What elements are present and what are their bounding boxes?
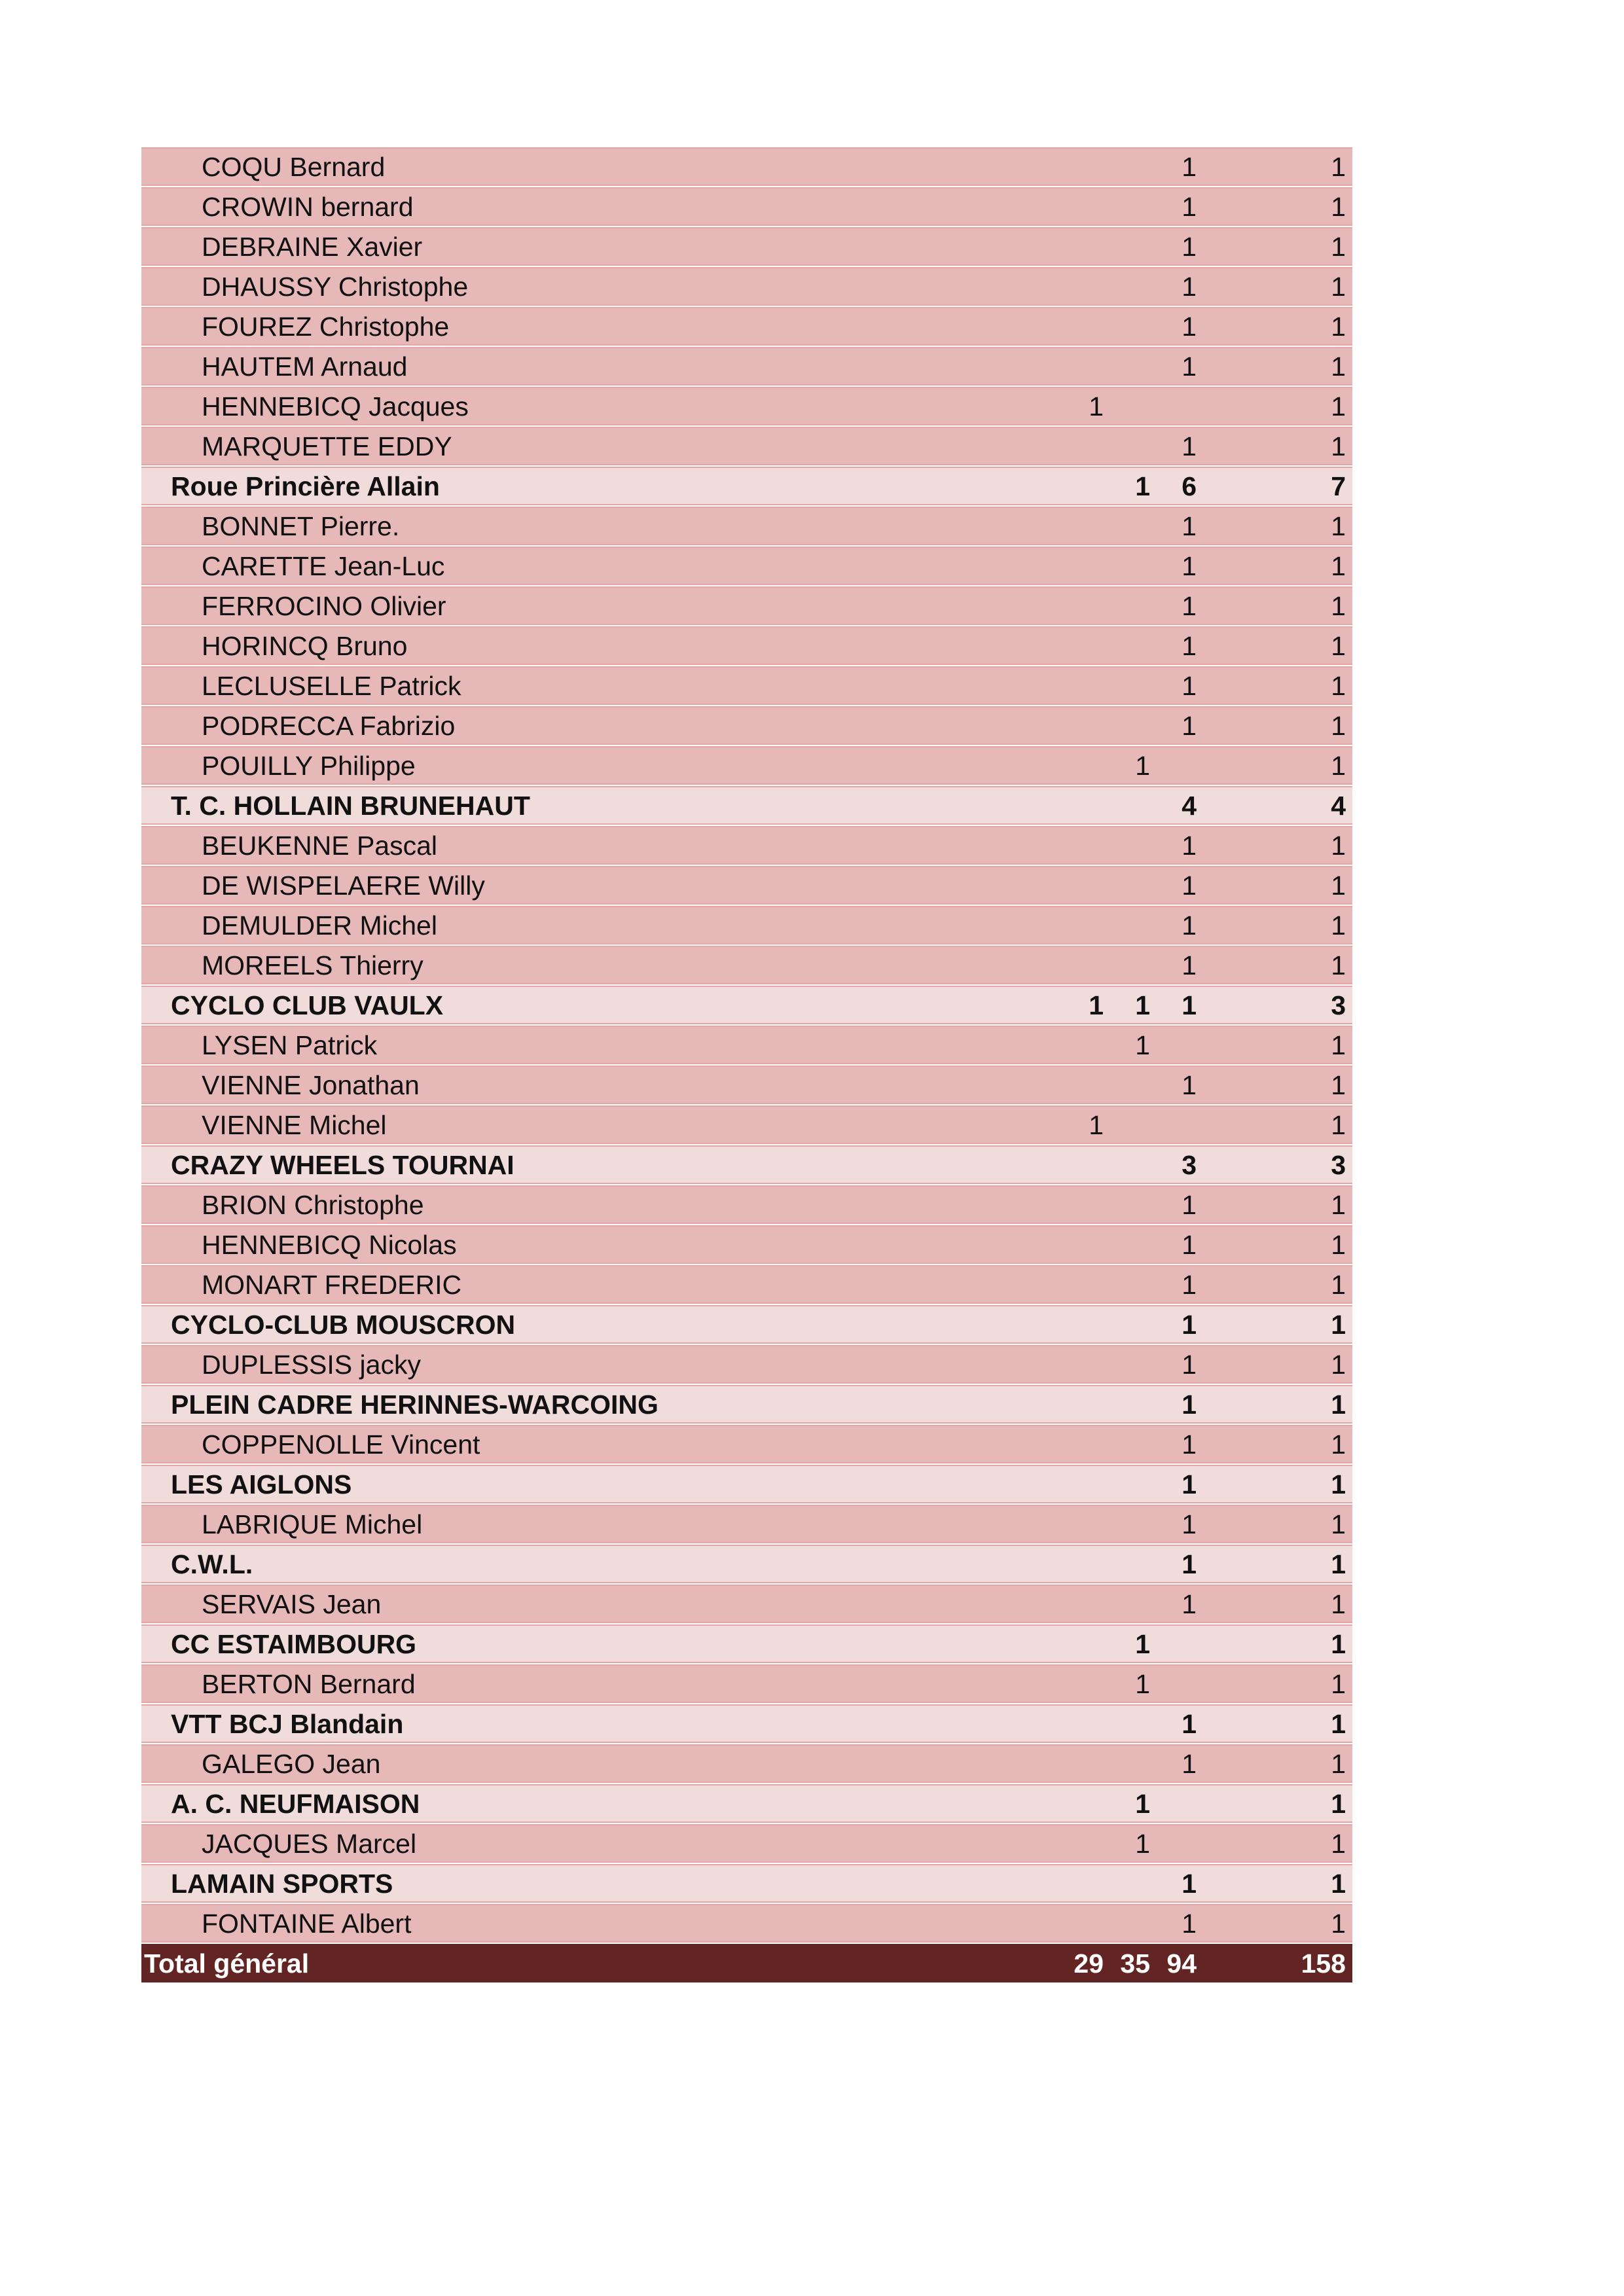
summary-table xyxy=(141,147,1352,1984)
count-col-2: 1 xyxy=(1135,1629,1150,1659)
count-col-2: 1 xyxy=(1135,751,1150,781)
count-col-3: 1 xyxy=(1182,1589,1197,1619)
club-name: LAMAIN SPORTS xyxy=(171,1869,393,1899)
member-name: COQU Bernard xyxy=(202,152,386,182)
count-col-3: 1 xyxy=(1182,551,1197,581)
count-col-2: 1 xyxy=(1135,1669,1150,1699)
count-col-3: 1 xyxy=(1182,1310,1197,1340)
member-row xyxy=(141,1585,1352,1623)
row-total: 1 xyxy=(1331,152,1346,182)
row-total: 1 xyxy=(1331,751,1346,781)
club-row xyxy=(141,1305,1352,1344)
club-name: CYCLO-CLUB MOUSCRON xyxy=(171,1310,516,1340)
member-name: DEBRAINE Xavier xyxy=(202,232,423,262)
member-row xyxy=(141,187,1352,226)
member-name: BRION Christophe xyxy=(202,1190,424,1220)
club-name: A. C. NEUFMAISON xyxy=(171,1789,420,1819)
member-name: MOREELS Thierry xyxy=(202,950,424,980)
row-total: 1 xyxy=(1331,1190,1346,1220)
row-total: 158 xyxy=(1301,1948,1346,1979)
count-col-3: 1 xyxy=(1182,1749,1197,1779)
row-total: 1 xyxy=(1331,1669,1346,1699)
row-total: 1 xyxy=(1331,1230,1346,1260)
count-col-3: 1 xyxy=(1182,711,1197,741)
count-col-2: 1 xyxy=(1135,1789,1150,1819)
row-total: 1 xyxy=(1331,511,1346,541)
club-name: VTT BCJ Blandain xyxy=(171,1709,404,1739)
count-col-3: 1 xyxy=(1182,870,1197,901)
count-col-3: 1 xyxy=(1182,351,1197,382)
member-row xyxy=(141,586,1352,625)
count-col-3: 1 xyxy=(1182,192,1197,222)
member-row xyxy=(141,826,1352,865)
member-name: FOUREZ Christophe xyxy=(202,312,450,342)
club-name: CC ESTAIMBOURG xyxy=(171,1629,417,1659)
row-total: 1 xyxy=(1331,1350,1346,1380)
count-col-3: 1 xyxy=(1182,1350,1197,1380)
member-name: POUILLY Philippe xyxy=(202,751,416,781)
row-total: 1 xyxy=(1331,1749,1346,1779)
row-total: 1 xyxy=(1331,671,1346,701)
count-col-2: 1 xyxy=(1135,1030,1150,1060)
club-row xyxy=(141,1624,1352,1663)
member-name: BEUKENNE Pascal xyxy=(202,831,438,861)
count-col-3: 1 xyxy=(1182,1509,1197,1539)
row-total: 1 xyxy=(1331,1070,1346,1100)
row-total: 1 xyxy=(1331,1629,1346,1659)
member-row xyxy=(141,507,1352,545)
count-col-3: 1 xyxy=(1182,1549,1197,1579)
row-total: 1 xyxy=(1331,1390,1346,1420)
row-total: 1 xyxy=(1331,1909,1346,1939)
member-row xyxy=(141,387,1352,425)
row-total: 1 xyxy=(1331,1709,1346,1739)
club-row xyxy=(141,1704,1352,1743)
count-col-3: 1 xyxy=(1182,1270,1197,1300)
member-row xyxy=(141,1904,1352,1943)
club-row xyxy=(141,786,1352,825)
row-total: 1 xyxy=(1331,1829,1346,1859)
count-col-3: 1 xyxy=(1182,431,1197,461)
count-col-3: 1 xyxy=(1182,511,1197,541)
count-col-2: 35 xyxy=(1120,1948,1150,1979)
row-total: 1 xyxy=(1331,711,1346,741)
count-col-3: 4 xyxy=(1182,791,1197,821)
club-name: CRAZY WHEELS TOURNAI xyxy=(171,1150,514,1180)
member-name: SERVAIS Jean xyxy=(202,1589,382,1619)
club-row xyxy=(141,1465,1352,1503)
member-name: PODRECCA Fabrizio xyxy=(202,711,456,741)
member-name: LYSEN Patrick xyxy=(202,1030,378,1060)
row-total: 1 xyxy=(1331,1270,1346,1300)
member-name: VIENNE Michel xyxy=(202,1110,387,1140)
member-row xyxy=(141,307,1352,346)
row-total: 1 xyxy=(1331,1429,1346,1460)
count-col-3: 1 xyxy=(1182,910,1197,941)
member-row xyxy=(141,1026,1352,1064)
club-name: LES AIGLONS xyxy=(171,1469,352,1499)
count-col-1: 29 xyxy=(1074,1948,1104,1979)
count-col-3: 1 xyxy=(1182,990,1197,1020)
row-total: 1 xyxy=(1331,910,1346,941)
member-name: VIENNE Jonathan xyxy=(202,1070,420,1100)
row-total: 7 xyxy=(1331,471,1346,501)
count-col-2: 1 xyxy=(1135,471,1150,501)
grand-total-row xyxy=(141,1944,1352,1982)
club-row xyxy=(141,1545,1352,1583)
row-total: 1 xyxy=(1331,551,1346,581)
count-col-3: 1 xyxy=(1182,1190,1197,1220)
row-total: 1 xyxy=(1331,272,1346,302)
member-row xyxy=(141,1744,1352,1783)
member-name: BONNET Pierre. xyxy=(202,511,400,541)
row-total: 1 xyxy=(1331,1469,1346,1499)
member-name: FERROCINO Olivier xyxy=(202,591,446,621)
member-row xyxy=(141,1345,1352,1384)
count-col-3: 1 xyxy=(1182,671,1197,701)
member-name: GALEGO Jean xyxy=(202,1749,381,1779)
club-row xyxy=(141,1385,1352,1424)
member-row xyxy=(141,147,1352,186)
count-col-3: 1 xyxy=(1182,950,1197,980)
member-name: HAUTEM Arnaud xyxy=(202,351,408,382)
row-total: 1 xyxy=(1331,1310,1346,1340)
row-total: 1 xyxy=(1331,1869,1346,1899)
member-row xyxy=(141,746,1352,785)
member-row xyxy=(141,1265,1352,1304)
member-row xyxy=(141,1066,1352,1104)
count-col-3: 1 xyxy=(1182,272,1197,302)
count-col-3: 1 xyxy=(1182,312,1197,342)
count-col-2: 1 xyxy=(1135,1829,1150,1859)
member-row xyxy=(141,626,1352,665)
member-row xyxy=(141,1505,1352,1543)
count-col-1: 1 xyxy=(1089,391,1104,422)
count-col-3: 1 xyxy=(1182,591,1197,621)
count-col-3: 1 xyxy=(1182,1429,1197,1460)
row-total: 1 xyxy=(1331,192,1346,222)
row-total: 1 xyxy=(1331,1789,1346,1819)
row-total: 1 xyxy=(1331,312,1346,342)
count-col-3: 1 xyxy=(1182,1230,1197,1260)
row-total: 1 xyxy=(1331,1549,1346,1579)
member-row xyxy=(141,866,1352,905)
member-row xyxy=(141,347,1352,386)
count-col-3: 3 xyxy=(1182,1150,1197,1180)
club-name: PLEIN CADRE HERINNES-WARCOING xyxy=(171,1390,659,1420)
member-name: HENNEBICQ Jacques xyxy=(202,391,469,422)
member-row xyxy=(141,906,1352,944)
count-col-1: 1 xyxy=(1089,990,1104,1020)
row-total: 1 xyxy=(1331,1030,1346,1060)
member-name: LECLUSELLE Patrick xyxy=(202,671,461,701)
member-row xyxy=(141,547,1352,585)
member-row xyxy=(141,1824,1352,1863)
row-total: 1 xyxy=(1331,232,1346,262)
row-total: 1 xyxy=(1331,1509,1346,1539)
member-row xyxy=(141,1225,1352,1264)
member-name: MONART FREDERIC xyxy=(202,1270,462,1300)
row-total: 1 xyxy=(1331,431,1346,461)
row-total: 1 xyxy=(1331,1589,1346,1619)
count-col-3: 6 xyxy=(1182,471,1197,501)
row-total: 3 xyxy=(1331,1150,1346,1180)
member-name: DUPLESSIS jacky xyxy=(202,1350,421,1380)
count-col-3: 1 xyxy=(1182,152,1197,182)
count-col-3: 1 xyxy=(1182,1869,1197,1899)
row-total: 1 xyxy=(1331,591,1346,621)
club-row xyxy=(141,986,1352,1024)
member-name: CARETTE Jean-Luc xyxy=(202,551,445,581)
club-row xyxy=(141,467,1352,505)
row-total: 4 xyxy=(1331,791,1346,821)
member-row xyxy=(141,1425,1352,1463)
member-name: DEMULDER Michel xyxy=(202,910,437,941)
member-name: BERTON Bernard xyxy=(202,1669,416,1699)
count-col-3: 1 xyxy=(1182,631,1197,661)
row-total: 1 xyxy=(1331,831,1346,861)
count-col-3: 94 xyxy=(1166,1948,1197,1979)
member-name: JACQUES Marcel xyxy=(202,1829,417,1859)
row-total: 1 xyxy=(1331,631,1346,661)
club-name: CYCLO CLUB VAULX xyxy=(171,990,444,1020)
member-row xyxy=(141,946,1352,984)
row-total: 1 xyxy=(1331,870,1346,901)
member-name: MARQUETTE EDDY xyxy=(202,431,452,461)
count-col-3: 1 xyxy=(1182,1709,1197,1739)
club-name: Roue Princière Allain xyxy=(171,471,440,501)
count-col-3: 1 xyxy=(1182,1469,1197,1499)
row-total: 1 xyxy=(1331,950,1346,980)
club-row xyxy=(141,1784,1352,1823)
row-total: 1 xyxy=(1331,391,1346,422)
member-name: CROWIN bernard xyxy=(202,192,414,222)
row-total: 1 xyxy=(1331,1110,1346,1140)
member-row xyxy=(141,1185,1352,1224)
row-total: 1 xyxy=(1331,351,1346,382)
club-name: C.W.L. xyxy=(171,1549,253,1579)
member-name: COPPENOLLE Vincent xyxy=(202,1429,480,1460)
club-row xyxy=(141,1864,1352,1903)
count-col-3: 1 xyxy=(1182,232,1197,262)
member-row xyxy=(141,666,1352,705)
count-col-2: 1 xyxy=(1135,990,1150,1020)
member-row xyxy=(141,706,1352,745)
member-row xyxy=(141,227,1352,266)
count-col-3: 1 xyxy=(1182,831,1197,861)
count-col-1: 1 xyxy=(1089,1110,1104,1140)
grand-total-label: Total général xyxy=(144,1948,310,1979)
club-name: T. C. HOLLAIN BRUNEHAUT xyxy=(171,791,530,821)
member-name: FONTAINE Albert xyxy=(202,1909,412,1939)
row-total: 3 xyxy=(1331,990,1346,1020)
count-col-3: 1 xyxy=(1182,1390,1197,1420)
member-name: HORINCQ Bruno xyxy=(202,631,408,661)
club-row xyxy=(141,1145,1352,1184)
member-name: DHAUSSY Christophe xyxy=(202,272,469,302)
member-row xyxy=(141,1105,1352,1144)
member-row xyxy=(141,267,1352,306)
member-name: LABRIQUE Michel xyxy=(202,1509,423,1539)
member-name: DE WISPELAERE Willy xyxy=(202,870,485,901)
member-row xyxy=(141,427,1352,465)
member-row xyxy=(141,1664,1352,1703)
count-col-3: 1 xyxy=(1182,1070,1197,1100)
member-name: HENNEBICQ Nicolas xyxy=(202,1230,457,1260)
count-col-3: 1 xyxy=(1182,1909,1197,1939)
